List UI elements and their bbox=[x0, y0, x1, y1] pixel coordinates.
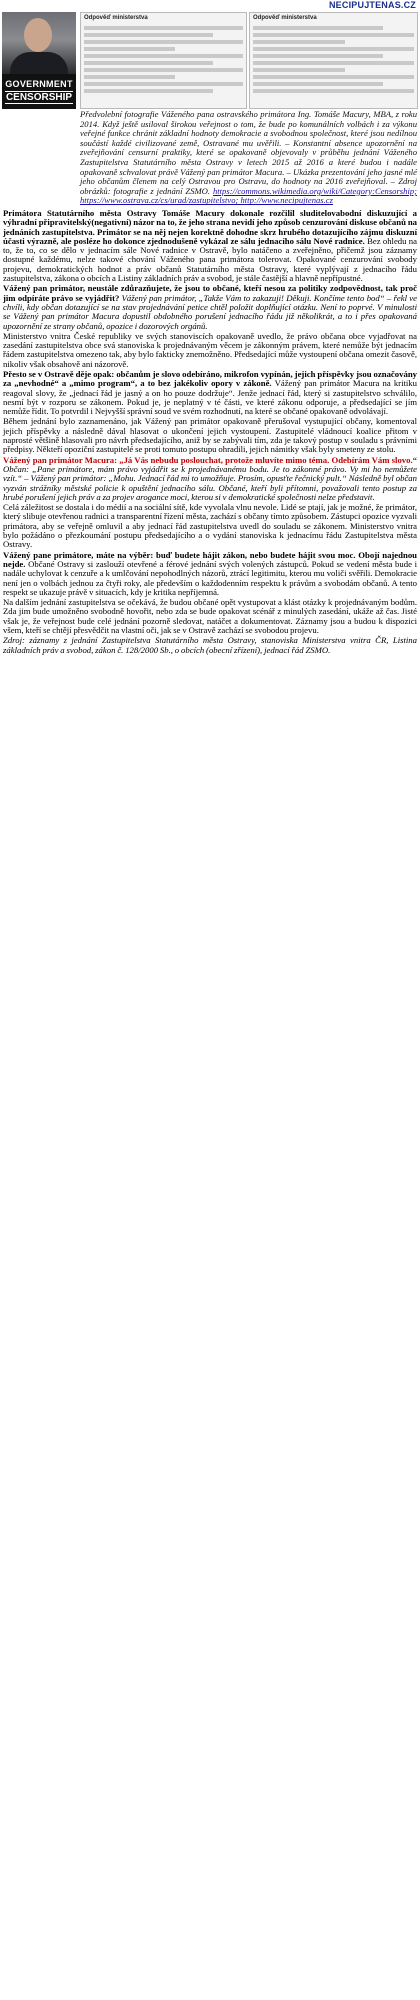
paragraph-text: Občané Ostravy si zaslouží otevřené a férové jednání svých volených zástupců. Pokud se vedení města bude i nadále uchylovat k cenzuře a k umlčování nepohodlných názorů, ztrácí legitimitu, kterou mu voliči svěřili. Demokracie není jen o volbách jednou za čtyři roky, ale především o každodenním respektu k právům a svobodám občanů. A tento respekt se ukazuje právě v situacích, kdy je kritika nepříjemná. bbox=[3, 558, 417, 597]
caption-text: Předvolební fotografie Váženého pana ostravského primátora Ing. Tomáše Macury, MBA, z roku 2014. Když ještě usiloval širokou veřejnost o tom, že bude po komunálních volbách i za výkonu veřejné funkce chránit základní hodnoty demokracie a svobodnou společnost, které jsou nedílnou součástí každé civilizované země, Ostravané mu uvěřili. – Konstantní absence upozornění na zveřejňování censurní praktiky, které se opakovaně objevovaly v průběhu jednání Váženého Zastupitelstva Statutárního města Ostravy v letech 2015 až 2016 a které budou i nadále opakovaně schvalovat právě Vážený pan primátor Macura. – Ukázka prezentování jeho jasné mlé jeho občanům členem na celý Ostravou pro Ostravu, do hodnoty na 2016 zveřejňoval. – Zdroj obrázků: fotografie z jednání ZSMO. bbox=[80, 109, 417, 196]
text-line bbox=[84, 47, 175, 51]
text-line bbox=[253, 54, 383, 58]
document-title-left: Odpověď ministerstva bbox=[84, 15, 148, 21]
portrait-suit bbox=[10, 52, 68, 74]
text-line bbox=[84, 26, 243, 30]
text-line bbox=[253, 26, 383, 30]
paragraph-text: Ministerstvo vnitra České republiky ve svých stanoviscích opakovaně uvedlo, že právo občana obce vyjadřovat na zasedání zastupitelstva obce svá stanoviska k projednávaným věcem je zákonným právem, které nemůže být jednacím řádem zastupitelstva omezeno tak, aby bylo fakticky znemožněno. Předsedající může vystoupení občana omezit časově, nikoliv však obsahově ani názorově. bbox=[3, 330, 417, 369]
paragraph bbox=[3, 209, 417, 283]
paragraph-text: Vážený pan primátor Macura na kritiku reagoval slovy, že „jednací řád je jasný a on ho pouze dodržuje“. Jenže jednací řád, který si zastupitelstvo schválilo, nesmí být v rozporu se zákonem. Pokud je, je neplatný v té části, ve které zákonu odporuje, a předsedající se jím nemůže řídit. To potvrdil i Nejvyšší správní soud ve svém rozhodnutí, na které se občané opakovaně odvolávají. bbox=[3, 378, 417, 417]
paragraph bbox=[3, 598, 417, 635]
paragraph-text: Bez ohledu na to, že to, co se dělo v jednacím sále Nové radnice v Ostravě, bylo natáčeno a zveřejněno, přičemž jsou záznamy dostupné každému, nelze takové chování Váženého pana primátora tolerovat. Opakované cenzurování svobody projevu, demokratických hodnot a práv občanů Statutárního města Ostravy, které vyplývají z jednacího řádu zastupitelstva, zákona o obcích a Listiny základních práv a svobod, je stále častější a hlavně nepřípustné. bbox=[3, 235, 417, 284]
header-figure bbox=[2, 12, 418, 109]
paragraph bbox=[3, 456, 417, 502]
paragraph bbox=[3, 370, 417, 416]
article-body bbox=[3, 209, 417, 655]
source-note: Zdroj: záznamy z jednání Zastupitelstva Statutárního města Ostravy, stanoviska Ministerstva vnitra ČR, Listina základních práv a svobod, zákon č. 128/2000 Sb., o obcích (obecní zřízení), jednací řád ZSMO. bbox=[3, 635, 417, 655]
paragraph bbox=[3, 503, 417, 549]
text-line bbox=[253, 75, 414, 79]
paragraph bbox=[3, 332, 417, 369]
text-line bbox=[253, 68, 345, 72]
paragraph bbox=[3, 551, 417, 597]
censorship-badge bbox=[2, 74, 76, 109]
paragraph-text: Na dalším jednání zastupitelstva se očekává, že budou občané opět vystupovat a klást otázky k projednávaným bodům. Zda jim bude umožněno svobodně hovořit, nebo zda se bude opakovat scénář z minulých zasedání, ukáže až čas. Jisté však je, že veřejnost bude celé jednání pozorně sledovat, natáčet a dokumentovat. Záznamy jsou a budou k dispozici všem, kteří se chtějí přesvědčit na vlastní oči, jak se v Ostravě zachází se svobodou projevu. bbox=[3, 597, 417, 635]
paragraph-lead: Přesto se v Ostravě děje opak: občanům je slovo odebíráno, mikrofon vypínán, jejich příspěvky jsou označovány za „nevhodné“ a „mimo program“, a to bez jakékoliv opory v zákoně. bbox=[3, 368, 417, 389]
paragraph-lead: Primátora Statutárního města Ostravy Tomáše Macury dokonale rozčilil sluditelovabodní diskuzující a výhradní připravitelský(negativní) názor na to, že jeho strana nevidí jeho způsob cenzurování diskuse občanů na jednáních zastupitelstva. Primátor se na něj nejen korektně dohodne skrz hrubého dotazujícího zájmu diskuzní účasti výrazně, ale posléze ho dokonce zjednodušeně vykázal ze sálu jednacího sálu Nové radnice. bbox=[3, 207, 417, 246]
paragraph-text: Během jednání bylo zaznamenáno, jak Vážený pan primátor opakovaně přerušoval vystupující občany, komentoval jejich příspěvky a následně dával hlasovat o ukončení jejich vystoupení. Zastupitelé vládnoucí koalice přitom v naprosté většině hlasovali pro návrh předsedajícího, aniž by se zabývali tím, zda je takový postup v souladu s právními předpisy. Někteří opoziční zastupitelé se proti tomuto postupu ohradili, jejich námitky však byly smeteny ze stolu. bbox=[3, 416, 417, 455]
image-caption bbox=[80, 110, 417, 206]
site-logo[interactable]: NECIPUJTENAS.CZ bbox=[328, 0, 416, 10]
text-line bbox=[84, 61, 213, 65]
paragraph-text: Celá záležitost se dostala i do médií a na sociální sítě, kde vyvolala vlnu nevole. Lidé se ptají, jak je možné, že primátor, který slibuje otevřenou radnici a transparentní řízení města, zachází s občany tímto způsobem. Zástupci opozice vyzvali primátora, aby se veřejně omluvil a aby jednací řád zastupitelstva uvedl do souladu se zákonem. Ministerstvo vnitra bylo požádáno o přezkoumání postupu předsedajícího a o vydání stanoviska k jednacímu řádu Zastupitelstva města Ostravy. bbox=[3, 502, 417, 550]
quote-highlight: Vážený pan primátor Macura: „Já Vás nebudu poslouchat, protože mluvíte mimo téma. Odebírám Vám slovo.“ bbox=[3, 454, 417, 465]
text-line bbox=[84, 54, 243, 58]
badge-line-1: GOVERNMENT bbox=[5, 79, 73, 89]
text-line bbox=[84, 68, 243, 72]
paragraph bbox=[3, 636, 417, 655]
text-line bbox=[253, 47, 414, 51]
text-line bbox=[84, 82, 243, 86]
document-screenshot-right bbox=[249, 12, 418, 109]
paragraph-lead: Vážený pan primátor, neustále zdůrazňujete, že jsou to občané, kteří nesou za politiky zodpovědnost, tak proč jim odpíráte právo se vyjádřit? bbox=[3, 283, 417, 303]
text-line bbox=[253, 33, 414, 37]
paragraph bbox=[3, 284, 417, 330]
text-line bbox=[84, 40, 243, 44]
paragraph-lead: Vážený pane primátore, máte na výběr: buď budete hájit zákon, nebo budete hájit svou moc. Obojí najednou nejde. bbox=[3, 549, 417, 569]
portrait-head bbox=[24, 18, 52, 52]
paragraph bbox=[3, 417, 417, 454]
text-line bbox=[253, 40, 345, 44]
text-line bbox=[84, 75, 175, 79]
caption-source-links[interactable]: https://commons.wikimedia.org/wiki/Category:Censorship; https://www.ostrava.cz/cs/urad/zastupitelstvo; http://www.necipujtenas.cz bbox=[80, 185, 417, 206]
paragraph-text: Vážený pan primátor, „Takže Vám to zakazuji! Děkuji. Končíme tento bod“ – řekl ve chvíli, kdy občan dotazující se na stav projednávání petice chtěl položit doplňující otázku. Není to poprvé. V minulosti se Vážený pan primátor Macura dopustil obdobného porušení jednacího řádu již několikrát, a to i přes opakovaná upozornění ze strany občanů, opozice i dozorových orgánů. bbox=[3, 292, 417, 331]
text-line bbox=[253, 89, 414, 93]
badge-line-2: CENSORSHIP bbox=[5, 92, 73, 103]
document-screenshot-left bbox=[80, 12, 247, 109]
text-line bbox=[84, 33, 213, 37]
document-title-right: Odpověď ministerstva bbox=[253, 15, 317, 21]
portrait-photo bbox=[2, 12, 76, 74]
text-line bbox=[84, 89, 213, 93]
paragraph-text: Občan: „Pane primátore, mám právo vyjádřit se k projednávanému bodu. Je to zákonné právo. Vy mi ho nemůžete vzít.“ – Vážený pan primátor: „Mohu. Jednací řád mi to umožňuje. Prosím, opusťte řečnický pult.“ Následně byl občan vyzván strážníky městské policie k opuštění jednacího sálu. Občané, kteří byli přítomni, považovali tento postup za hrubé porušení jejich práv a za projev arogance moci, kterou si v demokratické společnosti nelze představit. bbox=[3, 463, 417, 502]
text-line bbox=[253, 61, 414, 65]
text-line bbox=[253, 82, 383, 86]
